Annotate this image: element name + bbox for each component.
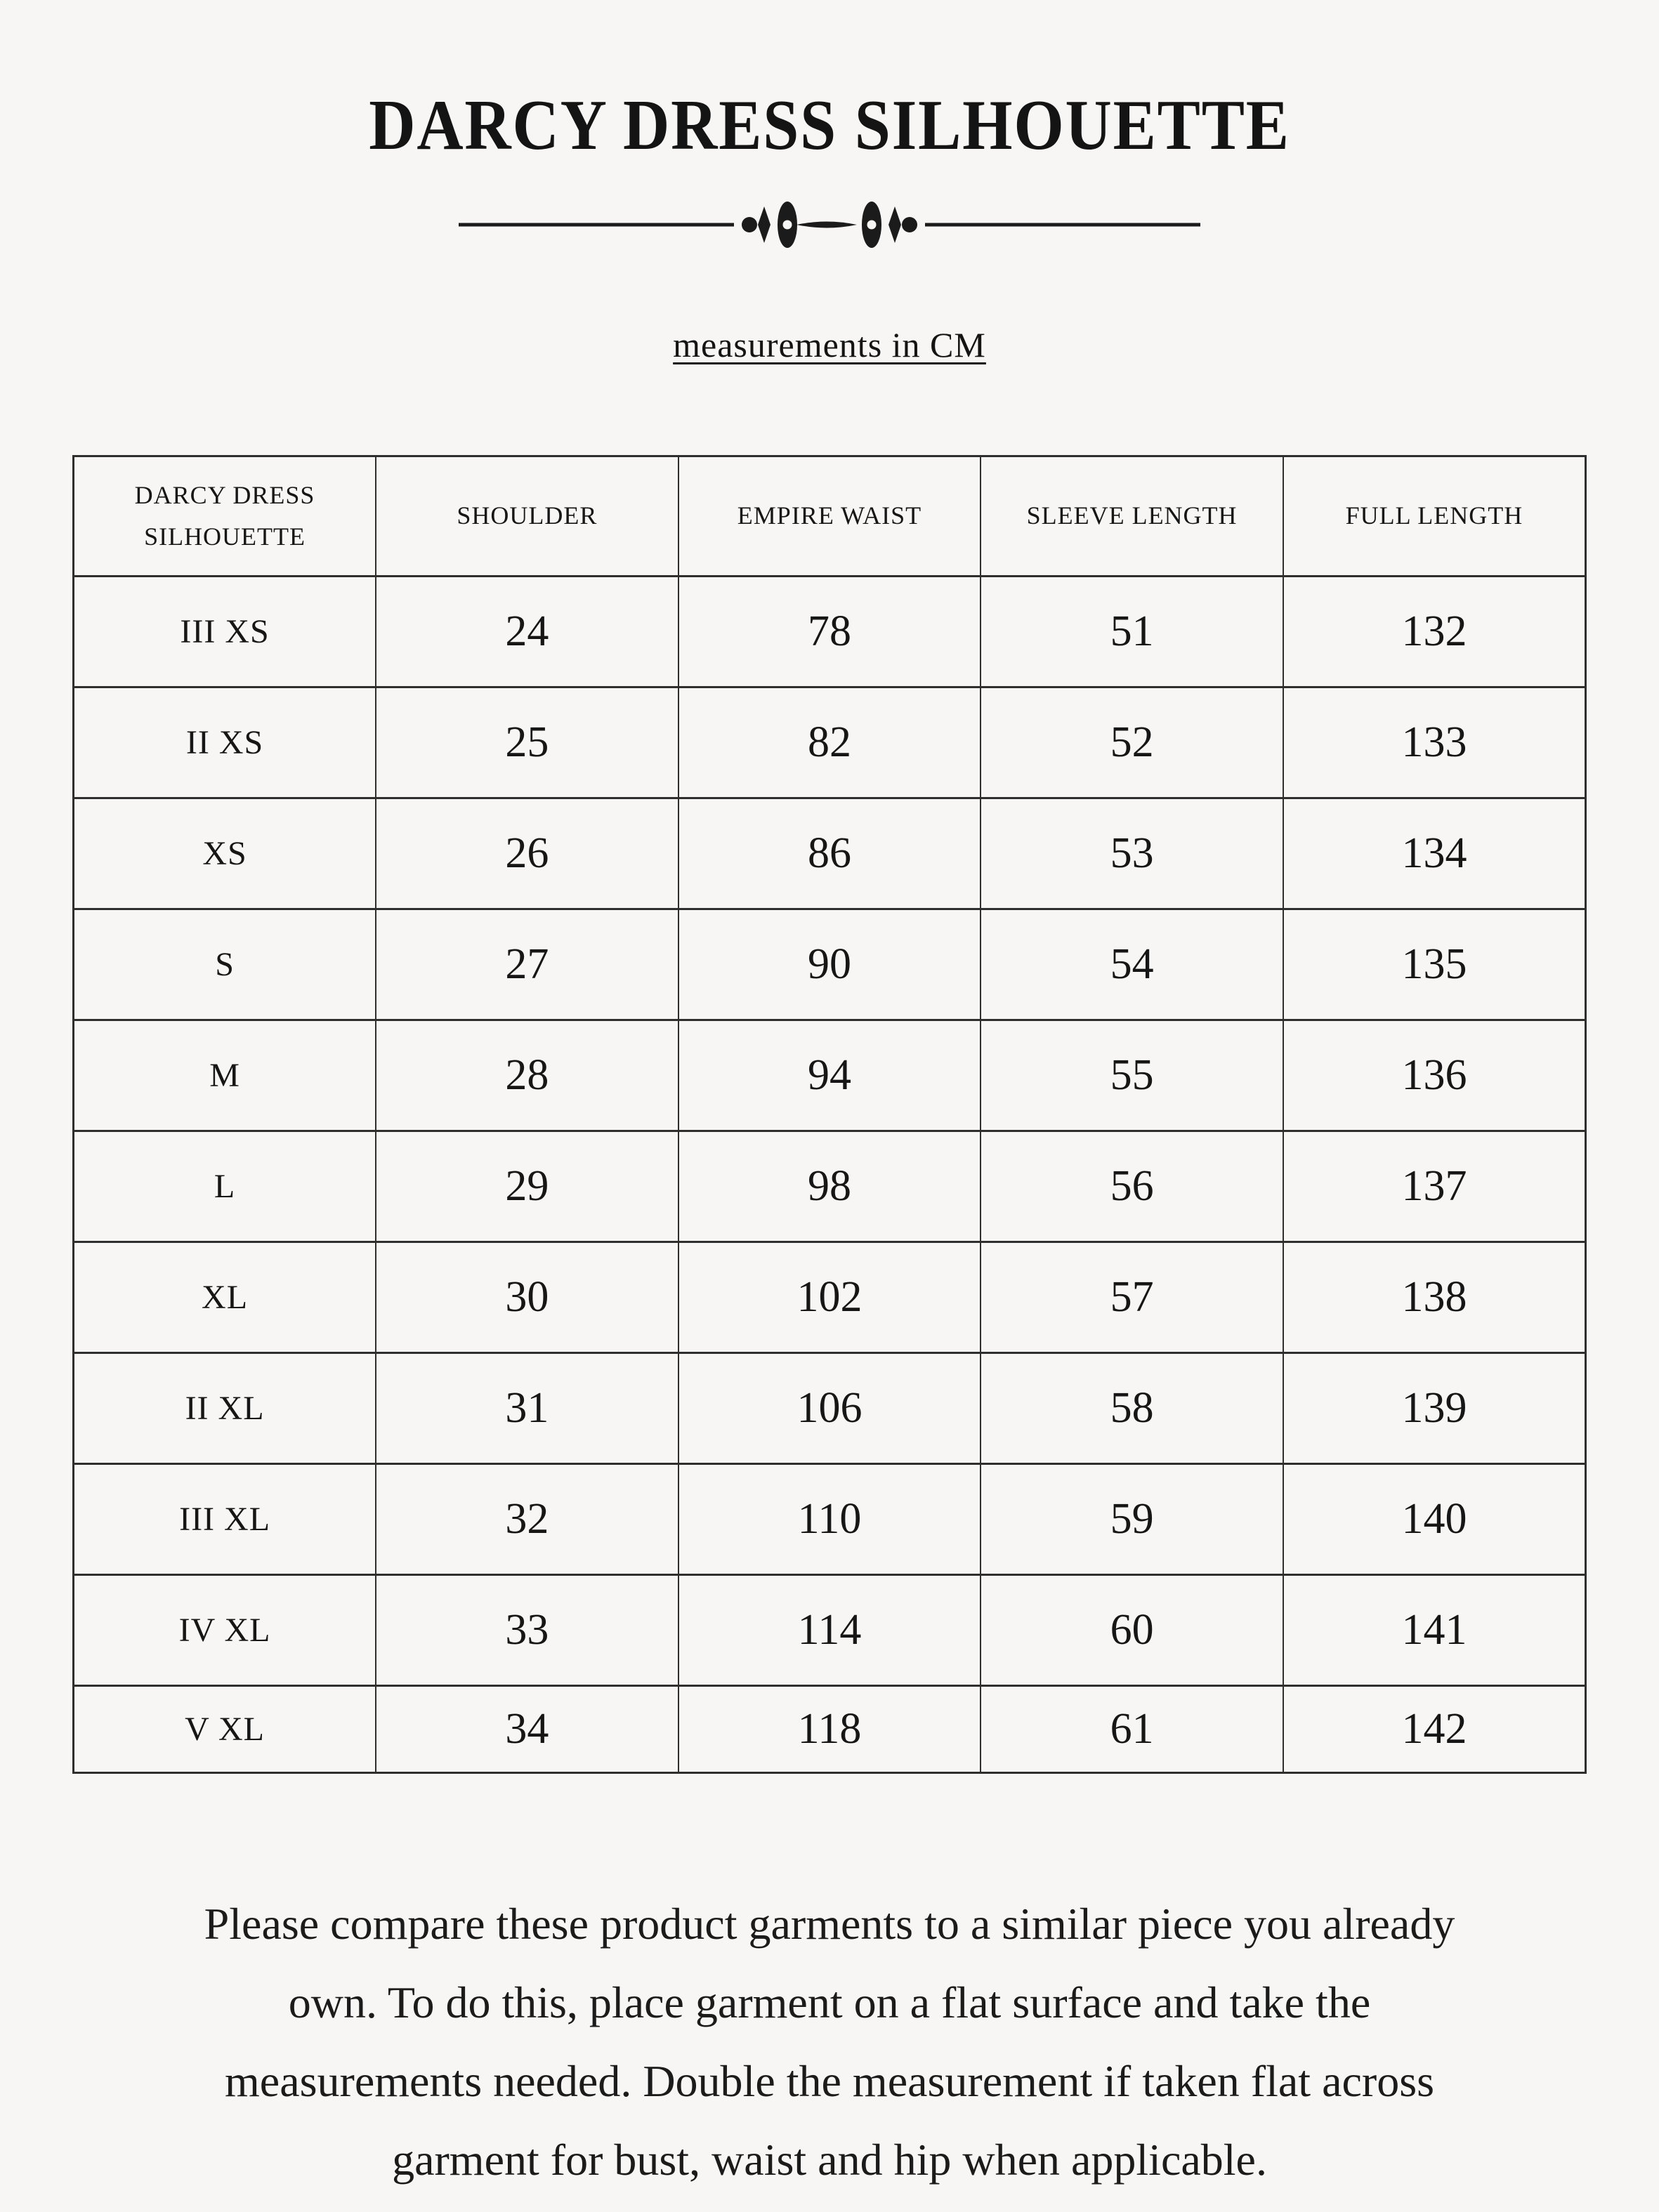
measurement-instructions	[99, 1885, 1560, 2199]
full-length-value: 136	[1283, 1020, 1586, 1131]
shoulder-value: 28	[376, 1020, 678, 1131]
size-label: S	[74, 909, 376, 1020]
divider-ornament	[0, 199, 1659, 250]
sleeve-length-value: 56	[981, 1131, 1283, 1242]
table-row	[74, 798, 1586, 909]
empire-waist-value: 98	[678, 1131, 981, 1242]
full-length-value: 133	[1283, 687, 1586, 798]
table-row	[74, 1686, 1586, 1773]
column-header-sleeve-length: SLEEVE LENGTH	[981, 456, 1283, 577]
full-length-value: 135	[1283, 909, 1586, 1020]
full-length-value: 140	[1283, 1464, 1586, 1575]
table-row	[74, 1464, 1586, 1575]
full-length-value: 141	[1283, 1575, 1586, 1686]
divider-ornament-graphic	[459, 199, 1200, 250]
sleeve-length-value: 55	[981, 1020, 1283, 1131]
shoulder-value: 31	[376, 1353, 678, 1464]
instructions-line: garment for bust, waist and hip when applicable.	[392, 2135, 1267, 2185]
empire-waist-value: 82	[678, 687, 981, 798]
table-row	[74, 1020, 1586, 1131]
full-length-value: 132	[1283, 577, 1586, 687]
empire-waist-value: 90	[678, 909, 981, 1020]
size-label: V XL	[74, 1686, 376, 1773]
shoulder-value: 30	[376, 1242, 678, 1353]
empire-waist-value: 86	[678, 798, 981, 909]
size-label: M	[74, 1020, 376, 1131]
shoulder-value: 29	[376, 1131, 678, 1242]
shoulder-value: 33	[376, 1575, 678, 1686]
column-header-size: DARCY DRESS SILHOUETTE	[74, 456, 376, 577]
instructions-line: measurements needed. Double the measurement if taken flat across	[225, 2056, 1434, 2106]
full-length-value: 137	[1283, 1131, 1586, 1242]
column-header-full-length: FULL LENGTH	[1283, 456, 1586, 577]
size-label: XS	[74, 798, 376, 909]
full-length-value: 134	[1283, 798, 1586, 909]
full-length-value: 138	[1283, 1242, 1586, 1353]
full-length-value: 142	[1283, 1686, 1586, 1773]
size-label: IV XL	[74, 1575, 376, 1686]
table-row	[74, 1242, 1586, 1353]
shoulder-value: 24	[376, 577, 678, 687]
table-row	[74, 577, 1586, 687]
instructions-line: Please compare these product garments to a similar piece you already	[204, 1899, 1455, 1949]
table-row	[74, 1575, 1586, 1686]
shoulder-value: 34	[376, 1686, 678, 1773]
subtitle-measurements-unit: measurements in CM	[673, 325, 986, 364]
sleeve-length-value: 61	[981, 1686, 1283, 1773]
table-header-row	[74, 456, 1586, 577]
size-label: III XS	[74, 577, 376, 687]
empire-waist-value: 94	[678, 1020, 981, 1131]
sleeve-length-value: 60	[981, 1575, 1283, 1686]
instructions-line: own. To do this, place garment on a flat surface and take the	[288, 1977, 1371, 2027]
empire-waist-value: 114	[678, 1575, 981, 1686]
size-label: L	[74, 1131, 376, 1242]
sleeve-length-value: 57	[981, 1242, 1283, 1353]
size-label: III XL	[74, 1464, 376, 1575]
empire-waist-value: 106	[678, 1353, 981, 1464]
page-title: DARCY DRESS SILHOUETTE	[369, 86, 1290, 165]
size-label: II XL	[74, 1353, 376, 1464]
sleeve-length-value: 58	[981, 1353, 1283, 1464]
table-row	[74, 909, 1586, 1020]
size-label: XL	[74, 1242, 376, 1353]
shoulder-value: 32	[376, 1464, 678, 1575]
column-header-shoulder: SHOULDER	[376, 456, 678, 577]
sleeve-length-value: 52	[981, 687, 1283, 798]
empire-waist-value: 102	[678, 1242, 981, 1353]
sleeve-length-value: 59	[981, 1464, 1283, 1575]
shoulder-value: 25	[376, 687, 678, 798]
shoulder-value: 26	[376, 798, 678, 909]
table-row	[74, 687, 1586, 798]
size-chart-table	[72, 455, 1587, 1774]
table-row	[74, 1353, 1586, 1464]
column-header-empire-waist: EMPIRE WAIST	[678, 456, 981, 577]
empire-waist-value: 118	[678, 1686, 981, 1773]
sleeve-length-value: 54	[981, 909, 1283, 1020]
shoulder-value: 27	[376, 909, 678, 1020]
sleeve-length-value: 51	[981, 577, 1283, 687]
sleeve-length-value: 53	[981, 798, 1283, 909]
full-length-value: 139	[1283, 1353, 1586, 1464]
table-row	[74, 1131, 1586, 1242]
empire-waist-value: 78	[678, 577, 981, 687]
size-label: II XS	[74, 687, 376, 798]
empire-waist-value: 110	[678, 1464, 981, 1575]
